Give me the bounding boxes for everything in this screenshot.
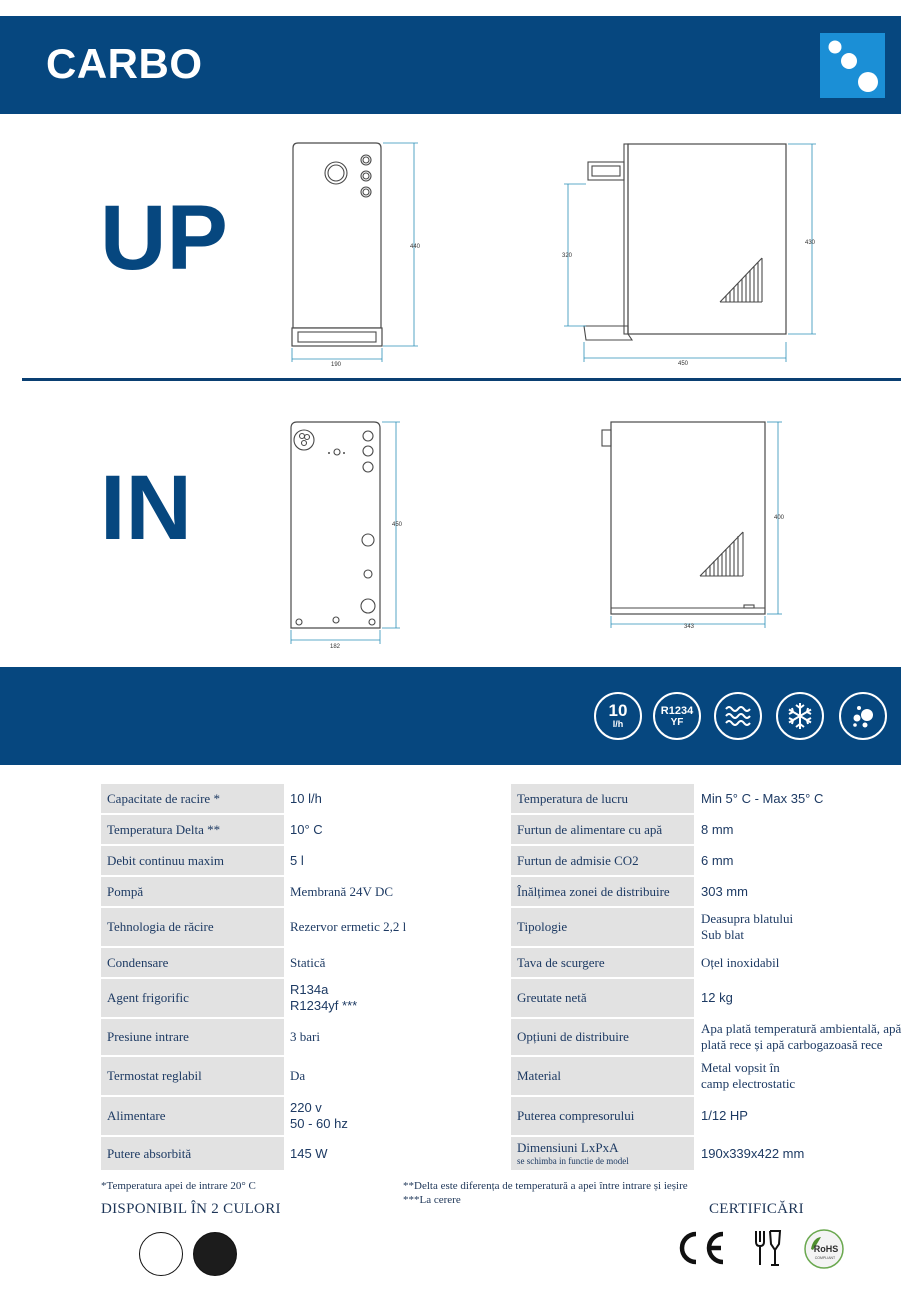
spec-left-label-10: Alimentare xyxy=(101,1097,284,1135)
spec-left-value-10b: 50 - 60 hz xyxy=(290,1116,348,1131)
color-swatch-white xyxy=(139,1232,183,1276)
spec-left-value-10a: 220 v xyxy=(290,1100,322,1115)
dim-in-front-width: 182 xyxy=(330,644,341,650)
spec-right-value-8a: Apa plată temperatură ambientală, apă xyxy=(701,1021,902,1036)
spec-right-label-11 xyxy=(511,1137,694,1170)
spec-right-value-5a: Deasupra blatului xyxy=(701,911,794,926)
ce-mark-icon xyxy=(676,1228,728,1273)
spec-left-value-9: Da xyxy=(290,1068,306,1083)
section-in-title: IN xyxy=(100,457,192,559)
spec-left-value-3: 5 l xyxy=(290,852,304,868)
water-waves-icon xyxy=(714,692,762,740)
spec-left-value-8: 3 bari xyxy=(290,1029,320,1044)
spec-right-value-1: Min 5° C - Max 35° C xyxy=(701,790,824,806)
footnote-right-1: **Delta este diferența de temperatură a apei între intrare și ieșire xyxy=(403,1180,688,1192)
spec-right-value-3: 6 mm xyxy=(701,852,734,868)
spec-right-label-4: Înălțimea zonei de distribuire xyxy=(511,877,694,906)
spec-right-value-6: Oțel inoxidabil xyxy=(701,954,780,970)
footnote-right-2: ***La cerere xyxy=(403,1194,461,1206)
spec-right-value-8 xyxy=(697,1019,909,1055)
spec-right-value-5 xyxy=(697,908,907,946)
spec-left-value-7 xyxy=(286,979,500,1017)
spec-right-value-9b: camp electrostatic xyxy=(701,1076,796,1091)
spec-right-label-11a: Dimensiuni LxPxA xyxy=(517,1140,619,1155)
spec-left-value-2: 10° C xyxy=(290,821,323,837)
rohs-label: RoHS xyxy=(813,1244,839,1254)
spec-left-value-11: 145 W xyxy=(290,1145,328,1161)
spec-left-label-7: Agent frigorific xyxy=(101,979,284,1017)
spec-right-label-6: Tava de scurgere xyxy=(511,948,694,977)
spec-right-value-9a: Metal vopsit în xyxy=(701,1060,780,1075)
brand-title: CARBO xyxy=(46,40,203,87)
spec-right-value-5b: Sub blat xyxy=(701,927,744,942)
snowflake-icon xyxy=(776,692,824,740)
spec-right-label-8: Opțiuni de distribuire xyxy=(511,1019,694,1055)
carbo-logo-icon xyxy=(820,33,885,98)
refrigerant-line2: YF xyxy=(670,717,684,728)
spec-right-label-3: Furtun de admisie CO2 xyxy=(511,846,694,875)
capacity-icon xyxy=(594,692,642,740)
spec-right-label-10: Puterea compresorului xyxy=(511,1097,694,1135)
colors-heading: DISPONIBIL ÎN 2 CULORI xyxy=(101,1201,281,1217)
certifications-heading: CERTIFICĂRI xyxy=(709,1201,804,1217)
color-swatch-black xyxy=(193,1232,237,1276)
bubbles-icon xyxy=(839,692,887,740)
dim-up-front-height: 440 xyxy=(410,244,421,250)
dim-up-front-width: 190 xyxy=(331,362,342,368)
spec-left-label-9: Termostat reglabil xyxy=(101,1057,284,1095)
up-front-drawing xyxy=(288,140,428,370)
dim-in-side-depth: 343 xyxy=(684,624,695,630)
in-side-drawing xyxy=(600,418,800,632)
dim-up-side-height: 430 xyxy=(805,240,816,246)
spec-right-label-1: Temperatura de lucru xyxy=(511,784,694,813)
spec-left-value-4: Membrană 24V DC xyxy=(290,883,394,899)
dim-up-side-height-small: 320 xyxy=(562,253,573,259)
spec-left-label-2: Temperatura Delta ** xyxy=(101,815,284,844)
spec-right-value-4: 303 mm xyxy=(701,883,748,899)
spec-right-value-8b: plată rece și apă carbogazoasă rece xyxy=(701,1037,883,1052)
up-side-drawing xyxy=(562,140,832,370)
capacity-unit: l/h xyxy=(612,719,624,729)
refrigerant-line1: R1234 xyxy=(660,705,694,717)
in-front-drawing xyxy=(288,418,418,650)
capacity-value: 10 xyxy=(608,701,628,720)
food-safe-icon xyxy=(752,1228,784,1273)
spec-right-label-7: Greutate netă xyxy=(511,979,694,1017)
spec-left-label-6: Condensare xyxy=(101,948,284,977)
features-band xyxy=(0,667,901,765)
spec-right-label-5: Tipologie xyxy=(511,908,694,946)
spec-right-value-10: 1/12 HP xyxy=(701,1108,748,1123)
spec-left-label-1: Capacitate de racire * xyxy=(101,784,284,813)
spec-right-value-11: 190x339x422 mm xyxy=(701,1145,805,1161)
dim-in-front-height: 450 xyxy=(392,522,403,528)
rohs-compliant-icon xyxy=(803,1228,845,1275)
spec-right-value-7: 12 kg xyxy=(701,990,733,1005)
refrigerant-icon xyxy=(653,692,701,740)
dim-in-side-height: 400 xyxy=(774,515,785,521)
section-up-title: UP xyxy=(100,187,228,289)
spec-right-label-9: Material xyxy=(511,1057,694,1095)
spec-left-value-5: Rezervor ermetic 2,2 l xyxy=(290,919,407,934)
spec-left-label-11: Putere absorbită xyxy=(101,1137,284,1170)
spec-right-label-11b: se schimba in functie de model xyxy=(517,1156,629,1166)
footnote-left: *Temperatura apei de intrare 20° C xyxy=(101,1180,256,1192)
rohs-sublabel: COMPLIANT xyxy=(814,1256,836,1260)
spec-left-label-5: Tehnologia de răcire xyxy=(101,908,284,946)
spec-right-value-2: 8 mm xyxy=(701,821,734,837)
spec-right-value-9 xyxy=(697,1057,907,1095)
spec-right-label-2: Furtun de alimentare cu apă xyxy=(511,815,694,844)
dim-up-side-depth: 450 xyxy=(678,361,689,367)
section-divider xyxy=(22,378,901,381)
spec-left-label-8: Presiune intrare xyxy=(101,1019,284,1055)
spec-left-label-4: Pompă xyxy=(101,877,284,906)
spec-left-value-1: 10 l/h xyxy=(290,790,322,806)
spec-left-label-3: Debit continuu maxim xyxy=(101,846,284,875)
spec-left-value-7a: R134a xyxy=(290,982,329,997)
spec-left-value-6: Statică xyxy=(290,954,326,970)
spec-left-value-10 xyxy=(286,1097,500,1135)
spec-left-value-7b: R1234yf *** xyxy=(290,998,358,1013)
